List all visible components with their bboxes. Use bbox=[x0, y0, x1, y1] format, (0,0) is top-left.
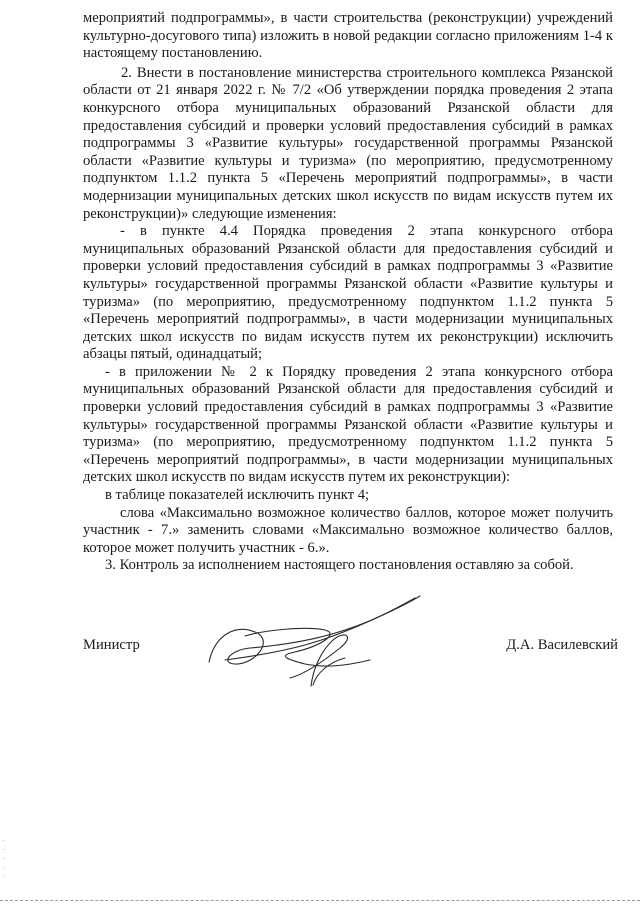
page-bottom-edge bbox=[0, 900, 640, 902]
document-body bbox=[83, 10, 613, 575]
signer-name: Д.А. Василевский bbox=[506, 637, 618, 653]
paragraph-item-3: 3. Контроль за исполнением настоящего постановления оставляю за собой. bbox=[105, 557, 574, 574]
paragraph-change-4-4: - в пункте 4.4 Порядка проведения 2 этапа конкурсного отбора муниципальных образований Рязанской области для предоставления субсидий и проверки условий предоставления субсидий в рамках подпрограммы 3 «Развитие культуры» государственной программы Рязанской области «Развитие культуры и туризма» (по мероприятию, предусмотренному подпунктом 1.1.2 пункта 5 «Перечень мероприятий подпрограммы», в части модернизации муниципальных детских школ искусств по видам искусств путем их реконструкции) исключить абзацы пятый, одинадцатый; bbox=[83, 223, 613, 363]
paragraph-continuation: мероприятий подпрограммы», в части строительства (реконструкции) учреждений культурно-досугового типа) изложить в новой редакции согласно приложениям 1-4 к настоящему постановлению. bbox=[83, 10, 613, 62]
paragraph-item-2: 2. Внести в постановление министерства строительного комплекса Рязанской области от 21 января 2022 г. № 7/2 «Об утверждении порядка проведения 2 этапа конкурсного отбора муниципальных образований Рязанской области для предоставления субсидий и проверки условий предоставления субсидий в рамках подпрограммы 3 «Развитие культуры» государственной программы Рязанской области «Развитие культуры и туризма» (по мероприятию, предусмотренному подпунктом 1.1.2 пункта 5 «Перечень мероприятий подпрограммы», в части модернизации муниципальных детских школ искусств по видам искусств путем их реконструкции)» следующие изменения: bbox=[83, 64, 613, 222]
paragraph-change-appendix-2: - в приложении № 2 к Порядку проведения 2 этапа конкурсного отбора муниципальных образований Рязанской области для предоставления субсидий и проверки условий предоставления субсидий в рамках подпрограммы 3 «Развитие культуры» государственной программы Рязанской области «Развитие культуры и туризма» (по мероприятию, предусмотренному подпунктом 1.1.2 пункта 5 «Перечень мероприятий подпрограммы», в части модернизации муниципальных детских школ искусств по видам искусств путем их реконструкции): bbox=[83, 363, 613, 486]
scan-speckle bbox=[3, 840, 5, 885]
paragraph-table-change: в таблице показателей исключить пункт 4; bbox=[105, 487, 370, 504]
signature-block bbox=[83, 637, 618, 659]
paragraph-words-change: слова «Максимально возможное количество баллов, которое может получить участник - 7.» заменить словами «Максимально возможное количество баллов, которое может получить участник - 6.». bbox=[83, 504, 613, 556]
signer-title: Министр bbox=[83, 637, 140, 653]
